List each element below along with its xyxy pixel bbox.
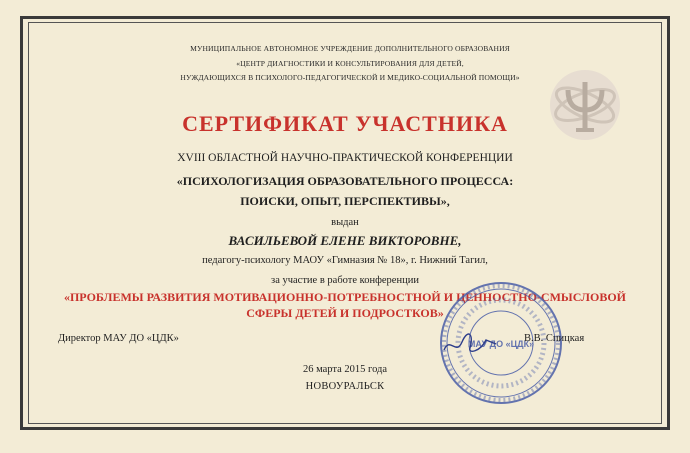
header-line-3: НУЖДАЮЩИХСЯ В ПСИХОЛОГО-ПЕДАГОГИЧЕСКОЙ И МЕДИКО-СОЦИАЛЬНОЙ ПОМОЩИ» <box>180 73 520 82</box>
participation-text: за участие в работе конференции <box>271 275 419 286</box>
issue-date: 26 марта 2015 года <box>302 364 388 375</box>
conference-theme-line-1: «ПСИХОЛОГИЗАЦИЯ ОБРАЗОВАТЕЛЬНОГО ПРОЦЕССА: <box>176 174 514 188</box>
certificate-title: СЕРТИФИКАТ УЧАСТНИКА <box>182 111 508 136</box>
header-line-2: «ЦЕНТР ДИАГНОСТИКИ И КОНСУЛЬТИРОВАНИЯ ДЛЯ ДЕТЕЙ, <box>236 59 464 68</box>
city: НОВОУРАЛЬСК <box>305 381 385 392</box>
recipient-name: ВАСИЛЬЕВОЙ ЕЛЕНЕ ВИКТОРОВНЕ, <box>228 233 462 248</box>
director-label: Директор МАУ ДО «ЦДК» <box>58 333 179 344</box>
conference-line: XVIII ОБЛАСТНОЙ НАУЧНО-ПРАКТИЧЕСКОЙ КОНФЕРЕНЦИИ <box>177 152 513 164</box>
problem-title-line-1: «ПРОБЛЕМЫ РАЗВИТИЯ МОТИВАЦИОННО-ПОТРЕБНОСТНОЙ И ЦЕННОСТНО-СМЫСЛОВОЙ <box>63 290 627 304</box>
stamp-text: МАУ ДО «ЦДК» <box>467 339 535 349</box>
problem-title-line-2: СФЕРЫ ДЕТЕЙ И ПОДРОСТКОВ» <box>246 306 444 320</box>
issued-label: выдан <box>331 217 359 228</box>
handwritten-signature <box>440 330 500 358</box>
recipient-position: педагогу-психологу МАОУ «Гимназия № 18», г. Нижний Тагил, <box>202 255 488 266</box>
director-name: В.В. Спицкая <box>524 333 585 344</box>
conference-theme-line-2: ПОИСКИ, ОПЫТ, ПЕРСПЕКТИВЫ», <box>240 194 450 208</box>
header-line-1: МУНИЦИПАЛЬНОЕ АВТОНОМНОЕ УЧРЕЖДЕНИЕ ДОПОЛНИТЕЛЬНОГО ОБРАЗОВАНИЯ <box>190 44 510 53</box>
